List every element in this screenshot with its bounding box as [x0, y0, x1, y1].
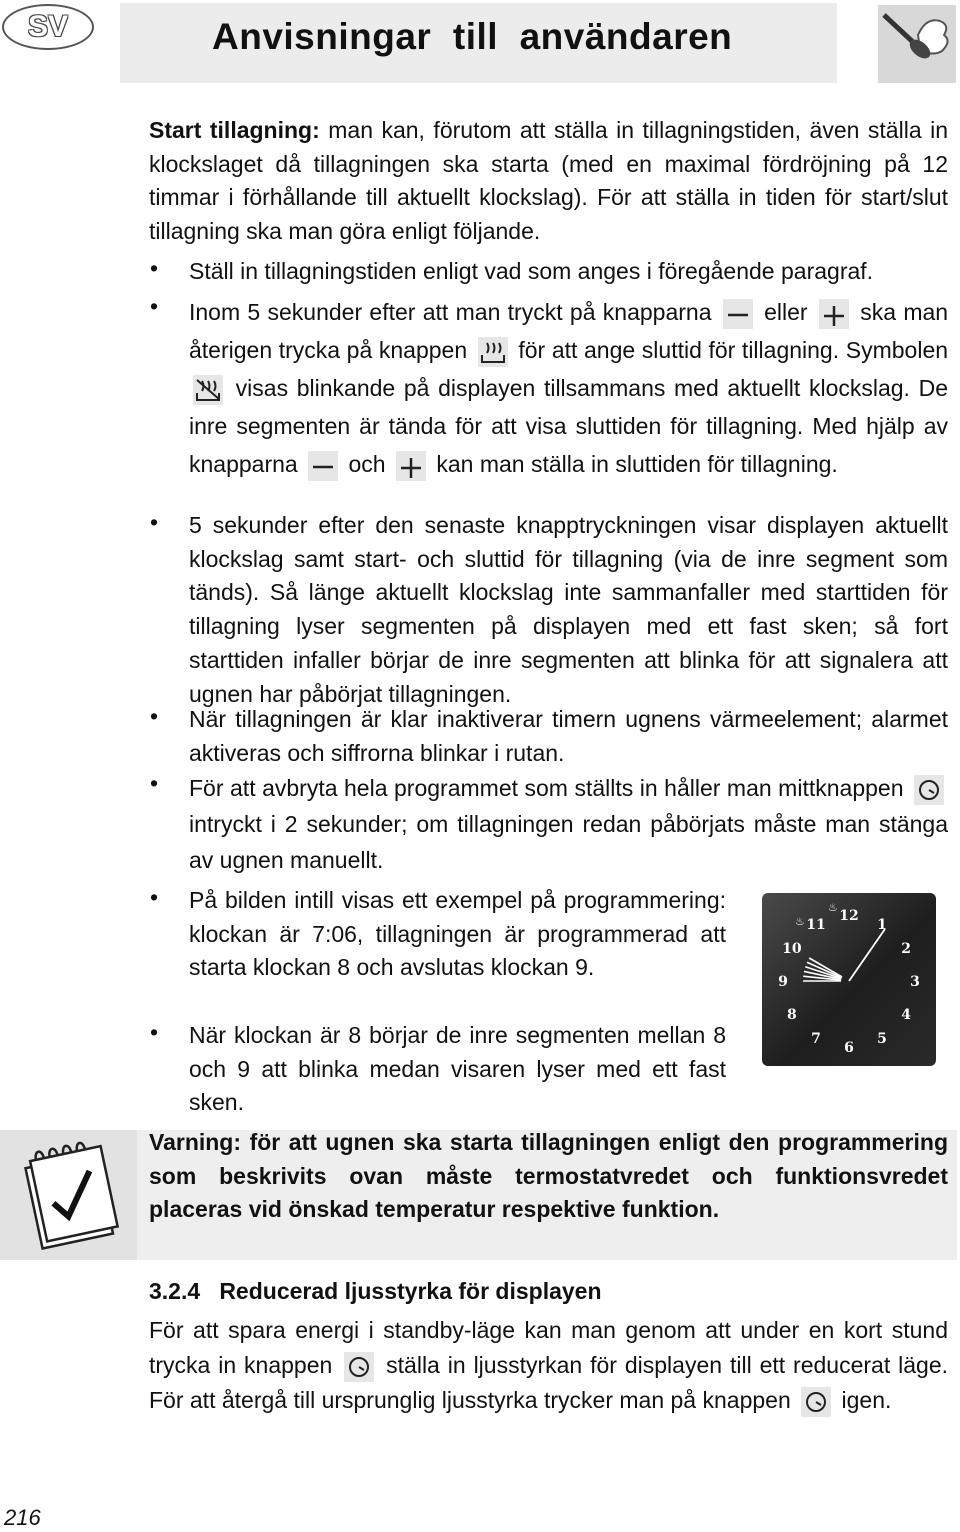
bullet-2: Inom 5 sekunder efter att man tryckt på knapparna eller ska man återigen trycka på knappen för att ange sluttid för tillagning. Symbolen visas blinkande på displayen tillsammans med aktuellt klockslag. De inre segmenten är tända för att visa sluttiden för tillagning. Med hjälp av knapparna och kan man ställa in sluttiden för tillagning.	[189, 293, 948, 483]
clock-number: 7	[811, 1031, 821, 1048]
page-number: 216	[4, 1505, 41, 1530]
clock-number: 11	[806, 916, 826, 933]
bullet-6: På bilden intill visas ett exempel på programmering: klockan är 7:06, tillagningen är programmerad att starta klockan 8 och avslutas klockan 9.	[189, 887, 726, 981]
intro-text: man kan, förutom att ställa in tillagningstiden, även ställa in klockslaget då tillagningen ska starta (med en maximal fördröjning på 12 timmar i förhållande till aktuellt klockslag). För att ställa in tiden för start/slut tillagning ska man göra enligt följande.	[149, 117, 948, 245]
warning-text: Varning: för att ugnen ska starta tillagningen enligt den programmering som beskrivits ovan måste termostatvredet och funktionsvredet placeras vid önskad temperatur respektive funktion.	[149, 1129, 948, 1223]
clock-key-icon	[801, 1387, 831, 1417]
bullet-marker: •	[150, 703, 159, 729]
page-title: Anvisningar till användaren	[212, 16, 733, 57]
section-heading: 3.2.4 Reducerad ljusstyrka för displayen	[149, 1278, 602, 1304]
bullet-7: När klockan är 8 börjar de inre segmenten mellan 8 och 9 att blinka medan visaren lyser med ett fast sken.	[189, 1022, 726, 1116]
clock-number: 3	[910, 974, 920, 990]
cooking-start-symbol-icon: ♨	[795, 916, 805, 928]
minus-key-icon	[723, 299, 753, 329]
clock-number: 12	[839, 908, 859, 924]
clock-number: 9	[778, 974, 788, 990]
cooking-end-key-icon	[478, 337, 508, 367]
bullet-marker: •	[150, 1019, 159, 1045]
clock-number: 1	[877, 916, 887, 933]
bullet-marker: •	[150, 255, 159, 281]
cooking-end-symbol-icon: ♨	[828, 902, 838, 914]
clock-number: 5	[877, 1031, 887, 1048]
bullet-marker: •	[150, 509, 159, 535]
language-badge	[2, 4, 94, 50]
intro-paragraph	[149, 114, 948, 249]
bullet-4: När tillagningen är klar inaktiverar timern ugnens värmeelement; alarmet aktiveras och siffrorna blinkar i rutan.	[189, 706, 948, 766]
bullet-marker: •	[150, 884, 159, 910]
clock-hand	[849, 929, 885, 981]
clock-number: 10	[782, 941, 802, 957]
section-paragraph: För att spara energi i standby-läge kan man genom att under en kort stund trycka in knappen ställa in ljusstyrkan för displayen till ett reducerat läge. För att återgå till ursprunglig ljusstyrka trycker man på knappen igen.	[149, 1313, 948, 1418]
clock-number: 8	[786, 1007, 797, 1023]
clock-key-icon	[914, 775, 944, 805]
plus-key-icon	[396, 451, 426, 481]
notepad-check-icon	[0, 1130, 137, 1260]
plus-key-icon	[819, 299, 849, 329]
bullet-marker: •	[150, 770, 159, 796]
clock-number: 4	[901, 1007, 912, 1023]
clock-display-illustration	[762, 893, 936, 1066]
clock-number: 2	[901, 941, 912, 957]
bullet-marker: •	[150, 293, 159, 319]
cooking-end-symbol-icon	[193, 375, 223, 405]
intro-lead: Start tillagning:	[149, 117, 320, 143]
clock-key-icon	[344, 1352, 374, 1382]
minus-key-icon	[308, 451, 338, 481]
language-code: SV	[27, 10, 69, 43]
clock-number: 6	[844, 1040, 854, 1056]
chef-spoon-logo-icon	[878, 5, 956, 83]
bullet-5: För att avbryta hela programmet som ställts in håller man mittknappen intryckt i 2 sekunder; om tillagningen redan påbörjats måste man stänga av ugnen manuellt.	[189, 775, 948, 873]
bullet-3: 5 sekunder efter den senaste knapptryckningen visar displayen aktuellt klockslag samt start- och sluttid för tillagning (via de inre segment som tänds). Så länge aktuellt klockslag inte sammanfaller med starttiden för tillagning lyser segmenten på displayen med ett fast sken; så fort starttiden infaller börjar de inre segmenten att blinka för att signalera att ugnen har påbörjat tillagningen.	[189, 512, 948, 707]
bullet-1: Ställ in tillagningstiden enligt vad som anges i föregående paragraf.	[189, 258, 874, 284]
